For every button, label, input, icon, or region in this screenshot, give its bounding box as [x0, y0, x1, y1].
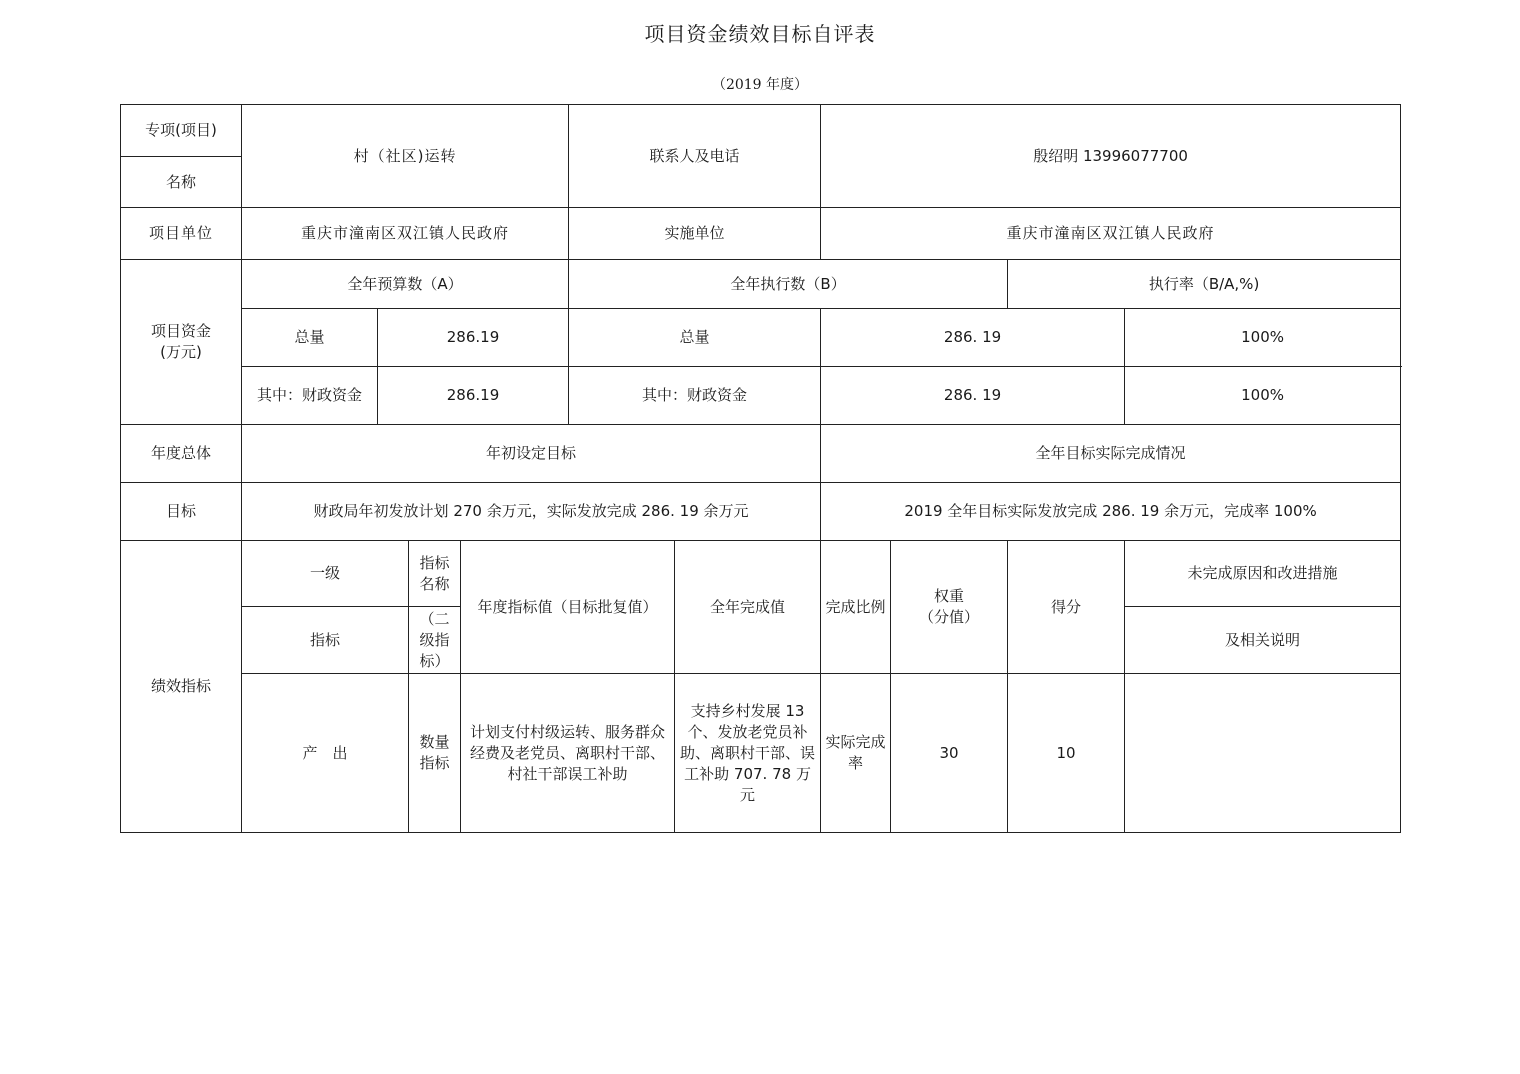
exec-header: 全年执行数（B）	[569, 260, 1008, 309]
table-row	[121, 309, 1401, 367]
fiscal-rate: 100%	[1125, 367, 1401, 425]
table-row	[121, 105, 1401, 157]
level1-bottom: 指标	[242, 607, 409, 674]
completion-header: 完成比例	[821, 541, 891, 674]
project-name: 村（社区)运转	[242, 105, 569, 208]
fiscal-budget: 286.19	[378, 367, 569, 425]
total-exec: 286. 19	[821, 309, 1125, 367]
unit-value: 重庆市潼南区双江镇人民政府	[242, 208, 569, 260]
perf-label: 绩效指标	[121, 541, 242, 833]
ind-name-top: 指标名称	[409, 541, 461, 607]
table-row	[121, 260, 1401, 309]
fiscal-label: 其中：财政资金	[242, 367, 378, 425]
rate-header: 执行率（B/A,%)	[1008, 260, 1401, 309]
full-year-value: 支持乡村发展 13 个、发放老党员补助、离职村干部、误工补助 707. 78 万元	[675, 674, 821, 833]
contact-label: 联系人及电话	[569, 105, 821, 208]
weight-value: 30	[891, 674, 1008, 833]
reason-value	[1125, 674, 1401, 833]
level1-top: 一级	[242, 541, 409, 607]
goal-label: 目标	[121, 483, 242, 541]
reason-header-bottom: 及相关说明	[1125, 607, 1401, 674]
ind-name-bottom: （二级指标）	[409, 607, 461, 674]
table-row	[121, 367, 1401, 425]
initial-goal: 财政局年初发放计划 270 余万元，实际发放完成 286. 19 余万元	[242, 483, 821, 541]
table-row	[121, 541, 1401, 607]
total-label: 总量	[242, 309, 378, 367]
score-header: 得分	[1008, 541, 1125, 674]
contact-value: 殷绍明 13996077700	[821, 105, 1401, 208]
fiscal-exec-label: 其中：财政资金	[569, 367, 821, 425]
total-budget: 286.19	[378, 309, 569, 367]
page-title: 项目资金绩效目标自评表	[644, 22, 876, 46]
completion-value: 实际完成率	[821, 674, 891, 833]
table-row	[121, 425, 1401, 483]
actual-header: 全年目标实际完成情况	[821, 425, 1401, 483]
quantity-label: 数量指标	[409, 674, 461, 833]
actual-goal: 2019 全年目标实际发放完成 286. 19 余万元，完成率 100%	[821, 483, 1401, 541]
evaluation-table	[120, 104, 1401, 833]
impl-value: 重庆市潼南区双江镇人民政府	[821, 208, 1401, 260]
funds-label: 项目资金 (万元)	[121, 260, 242, 425]
full-year-header: 全年完成值	[675, 541, 821, 674]
annual-value: 计划支付村级运转、服务群众经费及老党员、离职村干部、村社干部误工补助	[461, 674, 675, 833]
budget-header: 全年预算数（A）	[242, 260, 569, 309]
total-rate: 100%	[1125, 309, 1401, 367]
name-label-top: 专项(项目)	[121, 105, 242, 157]
impl-label: 实施单位	[569, 208, 821, 260]
total-exec-label: 总量	[569, 309, 821, 367]
weight-header: 权重 （分值）	[891, 541, 1008, 674]
annual-label: 年度总体	[121, 425, 242, 483]
fiscal-exec: 286. 19	[821, 367, 1125, 425]
reason-header-top: 未完成原因和改进措施	[1125, 541, 1401, 607]
unit-label: 项目单位	[121, 208, 242, 260]
table-row	[121, 674, 1401, 833]
output-label: 产 出	[242, 674, 409, 833]
annual-value-header: 年度指标值（目标批复值）	[461, 541, 675, 674]
table-row	[121, 208, 1401, 260]
table-row	[121, 483, 1401, 541]
score-value: 10	[1008, 674, 1125, 833]
name-label-bottom: 名称	[121, 157, 242, 208]
initial-goal-header: 年初设定目标	[242, 425, 821, 483]
year-subtitle: （2019 年度）	[711, 77, 809, 93]
